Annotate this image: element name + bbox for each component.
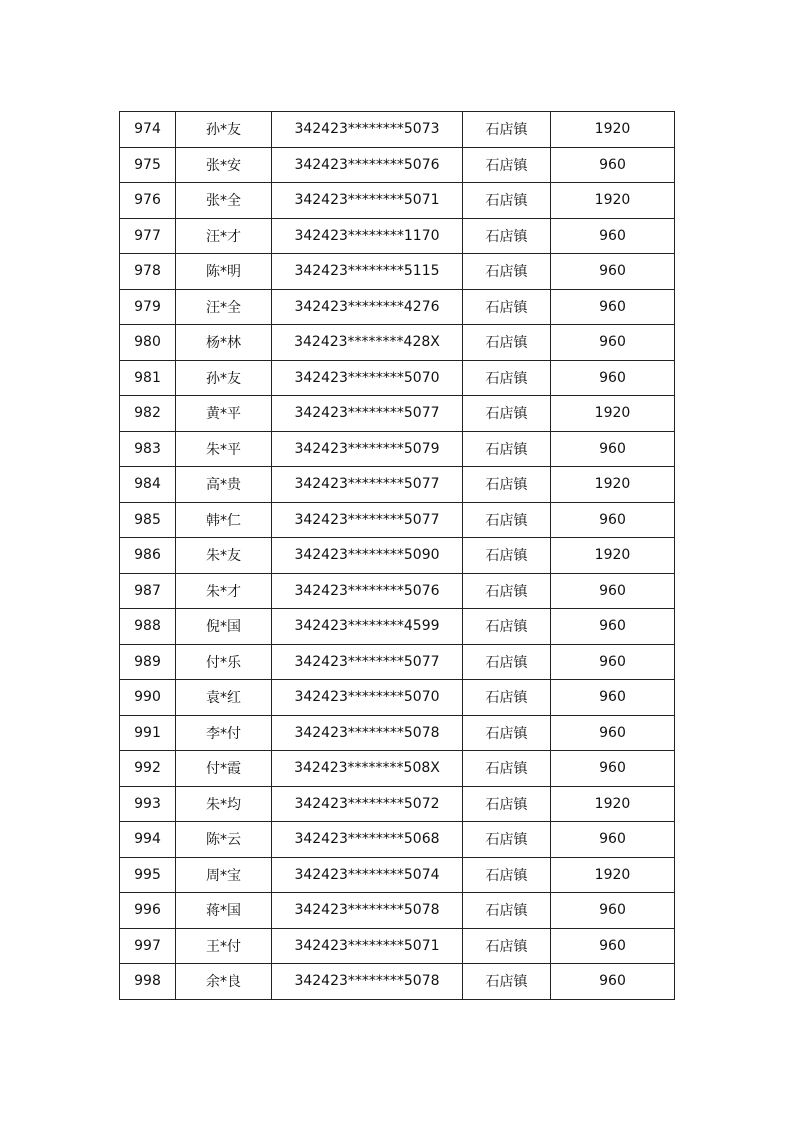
amount-cell: 1920: [551, 538, 675, 574]
amount-cell: 960: [551, 573, 675, 609]
town-cell: 石店镇: [463, 147, 551, 183]
table-row: [120, 431, 675, 467]
table-row: [120, 147, 675, 183]
town-cell: 石店镇: [463, 928, 551, 964]
row-number-cell: 985: [120, 502, 176, 538]
id-number-cell: 342423********5077: [272, 502, 463, 538]
town-cell: 石店镇: [463, 431, 551, 467]
id-number-cell: 342423********5077: [272, 467, 463, 503]
name-cell: 倪*国: [176, 609, 272, 645]
town-cell: 石店镇: [463, 786, 551, 822]
subsidy-table: [119, 111, 675, 1000]
amount-cell: 960: [551, 751, 675, 787]
id-number-cell: 342423********5073: [272, 112, 463, 148]
row-number-cell: 997: [120, 928, 176, 964]
row-number-cell: 990: [120, 680, 176, 716]
name-cell: 汪*才: [176, 218, 272, 254]
row-number-cell: 983: [120, 431, 176, 467]
amount-cell: 960: [551, 680, 675, 716]
id-number-cell: 342423********5072: [272, 786, 463, 822]
table-row: [120, 573, 675, 609]
row-number-cell: 974: [120, 112, 176, 148]
name-cell: 杨*林: [176, 325, 272, 361]
name-cell: 朱*才: [176, 573, 272, 609]
row-number-cell: 989: [120, 644, 176, 680]
id-number-cell: 342423********4276: [272, 289, 463, 325]
table-row: [120, 715, 675, 751]
id-number-cell: 342423********508X: [272, 751, 463, 787]
table-row: [120, 751, 675, 787]
name-cell: 王*付: [176, 928, 272, 964]
name-cell: 袁*红: [176, 680, 272, 716]
town-cell: 石店镇: [463, 857, 551, 893]
amount-cell: 960: [551, 218, 675, 254]
amount-cell: 1920: [551, 857, 675, 893]
id-number-cell: 342423********5070: [272, 360, 463, 396]
table-row: [120, 680, 675, 716]
amount-cell: 960: [551, 609, 675, 645]
row-number-cell: 984: [120, 467, 176, 503]
table-row: [120, 218, 675, 254]
id-number-cell: 342423********5068: [272, 822, 463, 858]
town-cell: 石店镇: [463, 467, 551, 503]
town-cell: 石店镇: [463, 183, 551, 219]
amount-cell: 960: [551, 254, 675, 290]
town-cell: 石店镇: [463, 751, 551, 787]
id-number-cell: 342423********5071: [272, 183, 463, 219]
name-cell: 朱*平: [176, 431, 272, 467]
row-number-cell: 996: [120, 893, 176, 929]
row-number-cell: 975: [120, 147, 176, 183]
amount-cell: 960: [551, 325, 675, 361]
id-number-cell: 342423********5071: [272, 928, 463, 964]
town-cell: 石店镇: [463, 644, 551, 680]
table-row: [120, 893, 675, 929]
town-cell: 石店镇: [463, 680, 551, 716]
table-row: [120, 822, 675, 858]
name-cell: 高*贵: [176, 467, 272, 503]
name-cell: 陈*明: [176, 254, 272, 290]
id-number-cell: 342423********5077: [272, 644, 463, 680]
row-number-cell: 992: [120, 751, 176, 787]
name-cell: 余*良: [176, 964, 272, 1000]
table-row: [120, 964, 675, 1000]
town-cell: 石店镇: [463, 964, 551, 1000]
town-cell: 石店镇: [463, 396, 551, 432]
id-number-cell: 342423********5115: [272, 254, 463, 290]
name-cell: 张*安: [176, 147, 272, 183]
table-row: [120, 183, 675, 219]
amount-cell: 1920: [551, 112, 675, 148]
name-cell: 李*付: [176, 715, 272, 751]
amount-cell: 960: [551, 502, 675, 538]
town-cell: 石店镇: [463, 502, 551, 538]
town-cell: 石店镇: [463, 218, 551, 254]
table-row: [120, 254, 675, 290]
amount-cell: 960: [551, 431, 675, 467]
row-number-cell: 993: [120, 786, 176, 822]
town-cell: 石店镇: [463, 538, 551, 574]
name-cell: 陈*云: [176, 822, 272, 858]
row-number-cell: 976: [120, 183, 176, 219]
table-row: [120, 928, 675, 964]
table-row: [120, 786, 675, 822]
row-number-cell: 982: [120, 396, 176, 432]
amount-cell: 1920: [551, 467, 675, 503]
table-row: [120, 467, 675, 503]
id-number-cell: 342423********5077: [272, 396, 463, 432]
amount-cell: 960: [551, 893, 675, 929]
amount-cell: 1920: [551, 786, 675, 822]
town-cell: 石店镇: [463, 254, 551, 290]
name-cell: 孙*友: [176, 360, 272, 396]
name-cell: 蒋*国: [176, 893, 272, 929]
id-number-cell: 342423********5078: [272, 715, 463, 751]
name-cell: 汪*全: [176, 289, 272, 325]
town-cell: 石店镇: [463, 573, 551, 609]
name-cell: 朱*友: [176, 538, 272, 574]
name-cell: 周*宝: [176, 857, 272, 893]
table-row: [120, 289, 675, 325]
amount-cell: 960: [551, 928, 675, 964]
name-cell: 孙*友: [176, 112, 272, 148]
id-number-cell: 342423********5090: [272, 538, 463, 574]
town-cell: 石店镇: [463, 289, 551, 325]
town-cell: 石店镇: [463, 822, 551, 858]
id-number-cell: 342423********5076: [272, 147, 463, 183]
id-number-cell: 342423********4599: [272, 609, 463, 645]
row-number-cell: 980: [120, 325, 176, 361]
row-number-cell: 998: [120, 964, 176, 1000]
id-number-cell: 342423********5070: [272, 680, 463, 716]
town-cell: 石店镇: [463, 325, 551, 361]
table-row: [120, 857, 675, 893]
row-number-cell: 987: [120, 573, 176, 609]
row-number-cell: 981: [120, 360, 176, 396]
amount-cell: 960: [551, 644, 675, 680]
table-row: [120, 325, 675, 361]
row-number-cell: 978: [120, 254, 176, 290]
amount-cell: 960: [551, 289, 675, 325]
name-cell: 韩*仁: [176, 502, 272, 538]
amount-cell: 960: [551, 147, 675, 183]
amount-cell: 960: [551, 822, 675, 858]
amount-cell: 960: [551, 715, 675, 751]
name-cell: 黄*平: [176, 396, 272, 432]
row-number-cell: 991: [120, 715, 176, 751]
id-number-cell: 342423********5079: [272, 431, 463, 467]
table-row: [120, 112, 675, 148]
amount-cell: 1920: [551, 396, 675, 432]
table-row: [120, 644, 675, 680]
name-cell: 付*霞: [176, 751, 272, 787]
row-number-cell: 988: [120, 609, 176, 645]
table-row: [120, 396, 675, 432]
id-number-cell: 342423********5078: [272, 964, 463, 1000]
amount-cell: 960: [551, 964, 675, 1000]
town-cell: 石店镇: [463, 360, 551, 396]
id-number-cell: 342423********5076: [272, 573, 463, 609]
id-number-cell: 342423********1170: [272, 218, 463, 254]
town-cell: 石店镇: [463, 715, 551, 751]
town-cell: 石店镇: [463, 893, 551, 929]
id-number-cell: 342423********5074: [272, 857, 463, 893]
row-number-cell: 979: [120, 289, 176, 325]
row-number-cell: 994: [120, 822, 176, 858]
town-cell: 石店镇: [463, 112, 551, 148]
name-cell: 朱*均: [176, 786, 272, 822]
table-row: [120, 360, 675, 396]
table-row: [120, 538, 675, 574]
town-cell: 石店镇: [463, 609, 551, 645]
table-row: [120, 502, 675, 538]
table-row: [120, 609, 675, 645]
amount-cell: 1920: [551, 183, 675, 219]
amount-cell: 960: [551, 360, 675, 396]
table-body: [120, 112, 675, 1000]
row-number-cell: 986: [120, 538, 176, 574]
id-number-cell: 342423********428X: [272, 325, 463, 361]
name-cell: 付*乐: [176, 644, 272, 680]
name-cell: 张*全: [176, 183, 272, 219]
id-number-cell: 342423********5078: [272, 893, 463, 929]
row-number-cell: 977: [120, 218, 176, 254]
row-number-cell: 995: [120, 857, 176, 893]
